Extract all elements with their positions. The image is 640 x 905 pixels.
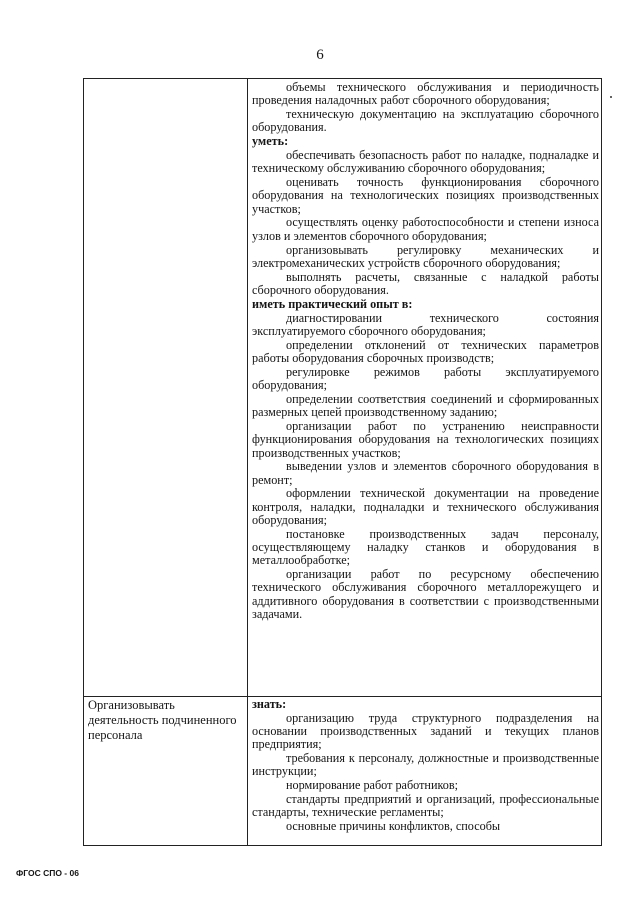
list-item: осуществлять оценку работоспособности и степени износа узлов и элементов сборочного оборудования;	[252, 215, 599, 243]
list-item: требования к персоналу, должностные и производственные инструкции;	[252, 751, 599, 779]
list-item: диагностировании технического состояния эксплуатируемого сборочного оборудования;	[252, 310, 599, 338]
section-heading: уметь:	[252, 134, 289, 149]
list-item: постановке производственных задач персоналу, осуществляющему наладку станков и оборудования в металлообработке;	[252, 526, 599, 568]
list-item: организации работ по устранению неисправности функционирования оборудования на технологических позициях производственных участков;	[252, 418, 599, 460]
list-item: выведении узлов и элементов сборочного оборудования в ремонт;	[252, 459, 599, 487]
list-item: определении отклонений от технических параметров работы оборудования сборочных производств;	[252, 337, 599, 365]
bottom-row-content	[252, 698, 599, 834]
list-item: оценивать точность функционирования сборочного оборудования на технологических позициях производственных участков;	[252, 175, 599, 216]
footer-label: ФГОС СПО - 06	[16, 868, 79, 878]
scan-speck	[610, 96, 612, 98]
list-item: нормирование работ работников;	[286, 778, 459, 793]
column-divider	[247, 79, 248, 845]
row-divider	[84, 696, 601, 697]
section-heading: знать:	[252, 697, 287, 711]
section-heading: иметь практический опыт в:	[252, 296, 413, 311]
list-item: организацию труда структурного подразделения на основании производственных заданий и текущих планов предприятия;	[252, 710, 599, 752]
list-item: объемы технического обслуживания и периодичность проведения наладочных работ сборочного оборудования;	[252, 80, 599, 108]
page-number: 6	[316, 47, 324, 63]
top-row-content	[252, 81, 599, 622]
list-item: организовывать регулировку механических и электромеханических устройств сборочного оборудования;	[252, 242, 599, 270]
competency-table	[83, 78, 602, 846]
list-item: регулировке режимов работы эксплуатируемого оборудования;	[252, 364, 599, 393]
activity-name-cell: Организовывать деятельность подчиненного персонала	[88, 698, 237, 742]
list-item: оформлении технической документации на проведение контроля, наладки, подналадки и технического обслуживания оборудования;	[252, 486, 599, 527]
list-item: определении соответствия соединений и сформированных размерных цепей производственному заданию;	[252, 391, 599, 420]
list-item: обеспечивать безопасность работ по наладке, подналадке и техническому обслуживанию сборочного оборудования;	[252, 147, 599, 176]
list-item: основные причины конфликтов, способы	[286, 819, 501, 834]
list-item: техническую документацию на эксплуатацию сборочного оборудования.	[252, 107, 599, 135]
list-item: выполнять расчеты, связанные с наладкой работы сборочного оборудования.	[252, 269, 599, 297]
list-item: организации работ по ресурсному обеспечению технического обслуживания сборочного металлорежущего и аддитивного оборудования в соответствии с производственными задачами.	[252, 567, 599, 622]
list-item: стандарты предприятий и организаций, профессиональные стандарты, технические регламенты;	[252, 792, 599, 820]
